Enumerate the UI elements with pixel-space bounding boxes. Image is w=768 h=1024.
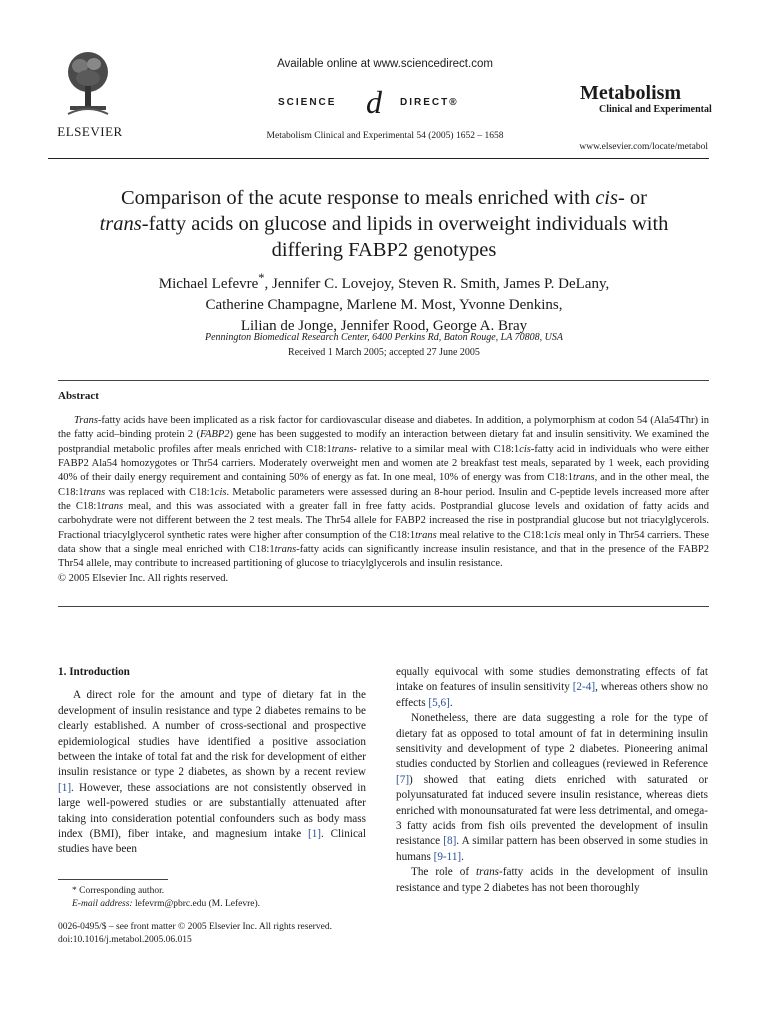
sd-left-text: SCIENCE — [278, 97, 337, 108]
journal-url[interactable]: www.elsevier.com/locate/metabol — [579, 142, 708, 152]
sd-right-text: DIRECT® — [400, 97, 459, 108]
citation-link[interactable]: [7] — [396, 773, 410, 786]
abstract-top-rule — [58, 380, 709, 381]
journal-name: Metabolism — [580, 82, 682, 104]
citation-link[interactable]: [9-11] — [433, 850, 462, 863]
footnote — [58, 885, 366, 911]
sciencedirect-logo — [278, 86, 494, 122]
footnote-corresponding: * Corresponding author. — [72, 886, 165, 896]
intro-paragraph-3: The role of trans-fatty acids in the development of insulin resistance and type 2 diabetes has not been thoroughly — [396, 866, 708, 894]
intro-paragraph-2: Nonetheless, there are data suggesting a role for the type of dietary fat as opposed to total amount of fat in determining insulin sensitivity and development of type 2 diabetes. Pioneering animal studies conducted by Storlien and colleagues (reviewed in Reference [7]) showed that eating diets enriched with saturated or polyunsaturated fat induced severe insulin resistance, whereas diets enriched with monounsaturated fat were less detrimental, and omega-3 fatty acids from fish oils prevented the development of insulin resistance [8]. A similar pattern has been observed in some studies in humans [9-11]. — [396, 712, 708, 863]
issn-line: 0026-0495/$ – see front matter © 2005 Elsevier Inc. All rights reserved. — [58, 922, 332, 932]
author-list: Michael Lefevre*, Jennifer C. Lovejoy, Steven R. Smith, James P. DeLany, Catherine Champagne, Marlene M. Most, Yvonne Denkins, Lilian de Jonge, Jennifer Rood, George A. Bray — [158, 271, 610, 334]
section-heading-introduction: 1. Introduction — [58, 666, 130, 678]
elsevier-tree-logo — [64, 48, 112, 122]
available-online-link[interactable]: Available online at www.sciencedirect.com — [277, 58, 493, 70]
citation-link[interactable]: [8] — [443, 835, 457, 848]
doi-line[interactable]: doi:10.1016/j.metabol.2005.06.015 — [58, 935, 192, 945]
abstract-heading: Abstract — [58, 390, 99, 402]
corresponding-author-marker[interactable]: * — [258, 271, 265, 285]
abstract-body: Trans-fatty acids have been implicated as a risk factor for cardiovascular disease and diabetes. In addition, a polymorphism at codon 54 (Ala54Thr) in the fatty acid–binding protein 2 (FABP2) gene has been suggested to modify an interaction between dietary fat and insulin sensitivity. We examined the postprandial metabolic profiles after meals enriched with C18:1trans- relative to a similar meal with C18:1cis-fatty acid in individuals who were either FABP2 Ala54 homozygotes or Thr54 carriers. Moderately overweight men and women ate 2 breakfast test meals, separated by 1 week, each providing 40% of their daily energy requirement and containing 50% of energy as fat. In one meal, 10% of energy was from C18:1trans, and in the other meal, the C18:1trans was replaced with C18:1cis. Metabolic parameters were assessed during an 8-hour period. Insulin and C-peptide levels increased more after the C18:1trans meal, and this was associated with a greater fall in free fatty acids. Postprandial glucose levels and oxidation of fatty acids and carbohydrate were not different between the 2 test meals. The Thr54 allele for FABP2 increased the rise in postprandial glucose but not triacylglycerols. Fractional triacylglycerol synthetic rates were higher after consumption of the C18:1trans meal relative to the C18:1cis meal only in Thr54 carriers. These data show that a single meal enriched with C18:1trans-fatty acids can significantly increase insulin resistance, and that in the presence of the FABP2 Thr54 allele, may contribute to increased partitioning of glucose to triacylglycerols and insulin resistance. © 2005 Elsevier Inc. All rights reserved. — [58, 414, 709, 586]
journal-citation: Metabolism Clinical and Experimental 54 (2005) 1652 – 1658 — [266, 131, 504, 141]
citation-link[interactable]: [1] — [307, 828, 322, 841]
journal-subtitle: Clinical and Experimental — [599, 104, 712, 115]
intro-paragraph-1: A direct role for the amount and type of dietary fat in the development of insulin resistance and type 2 diabetes remains to be clearly established. A number of cross-sectional and prospective epidemiological studies have identified a positive association between the intake of total fat and the risk for development of either insulin resistance or type 2 diabetes, as shown by a recent review [1]. However, these associations are not consistently observed in large well-powered studies or are substantially attenuated after taking into consideration potential confounders such as body mass index (BMI), fiber intake, and magnesium intake [1]. Clinical studies have been — [58, 689, 367, 856]
header-divider — [48, 158, 709, 159]
legal-info — [58, 921, 378, 947]
citation-link[interactable]: [1] — [58, 781, 72, 794]
article-title: Comparison of the acute response to meals enriched with cis- or trans-fatty acids on glucose and lipids in overweight individuals with differing FABP2 genotypes — [99, 187, 669, 261]
email-label: E-mail address: — [72, 899, 133, 909]
left-column — [58, 665, 366, 858]
abstract-bottom-rule — [58, 606, 709, 607]
intro-paragraph-1-cont: equally equivocal with some studies demonstrating effects of fat intake on features of insulin sensitivity [2-4], whereas others show no effects [5,6]. — [396, 666, 708, 709]
abstract-copyright: © 2005 Elsevier Inc. All rights reserved. — [58, 572, 229, 584]
citation-link[interactable]: [5,6] — [428, 696, 450, 709]
affiliation: Pennington Biomedical Research Center, 6400 Perkins Rd, Baton Rouge, LA 70808, USA — [205, 332, 563, 343]
footnote-rule — [58, 879, 168, 880]
citation-link[interactable]: [2-4] — [572, 681, 596, 694]
received-dates: Received 1 March 2005; accepted 27 June 2005 — [288, 347, 480, 358]
email-address[interactable]: lefevrm@pbrc.edu (M. Lefevre). — [132, 899, 261, 909]
right-column — [396, 665, 708, 896]
sd-at-glyph: d — [366, 84, 382, 120]
publisher-name: ELSEVIER — [57, 124, 123, 139]
